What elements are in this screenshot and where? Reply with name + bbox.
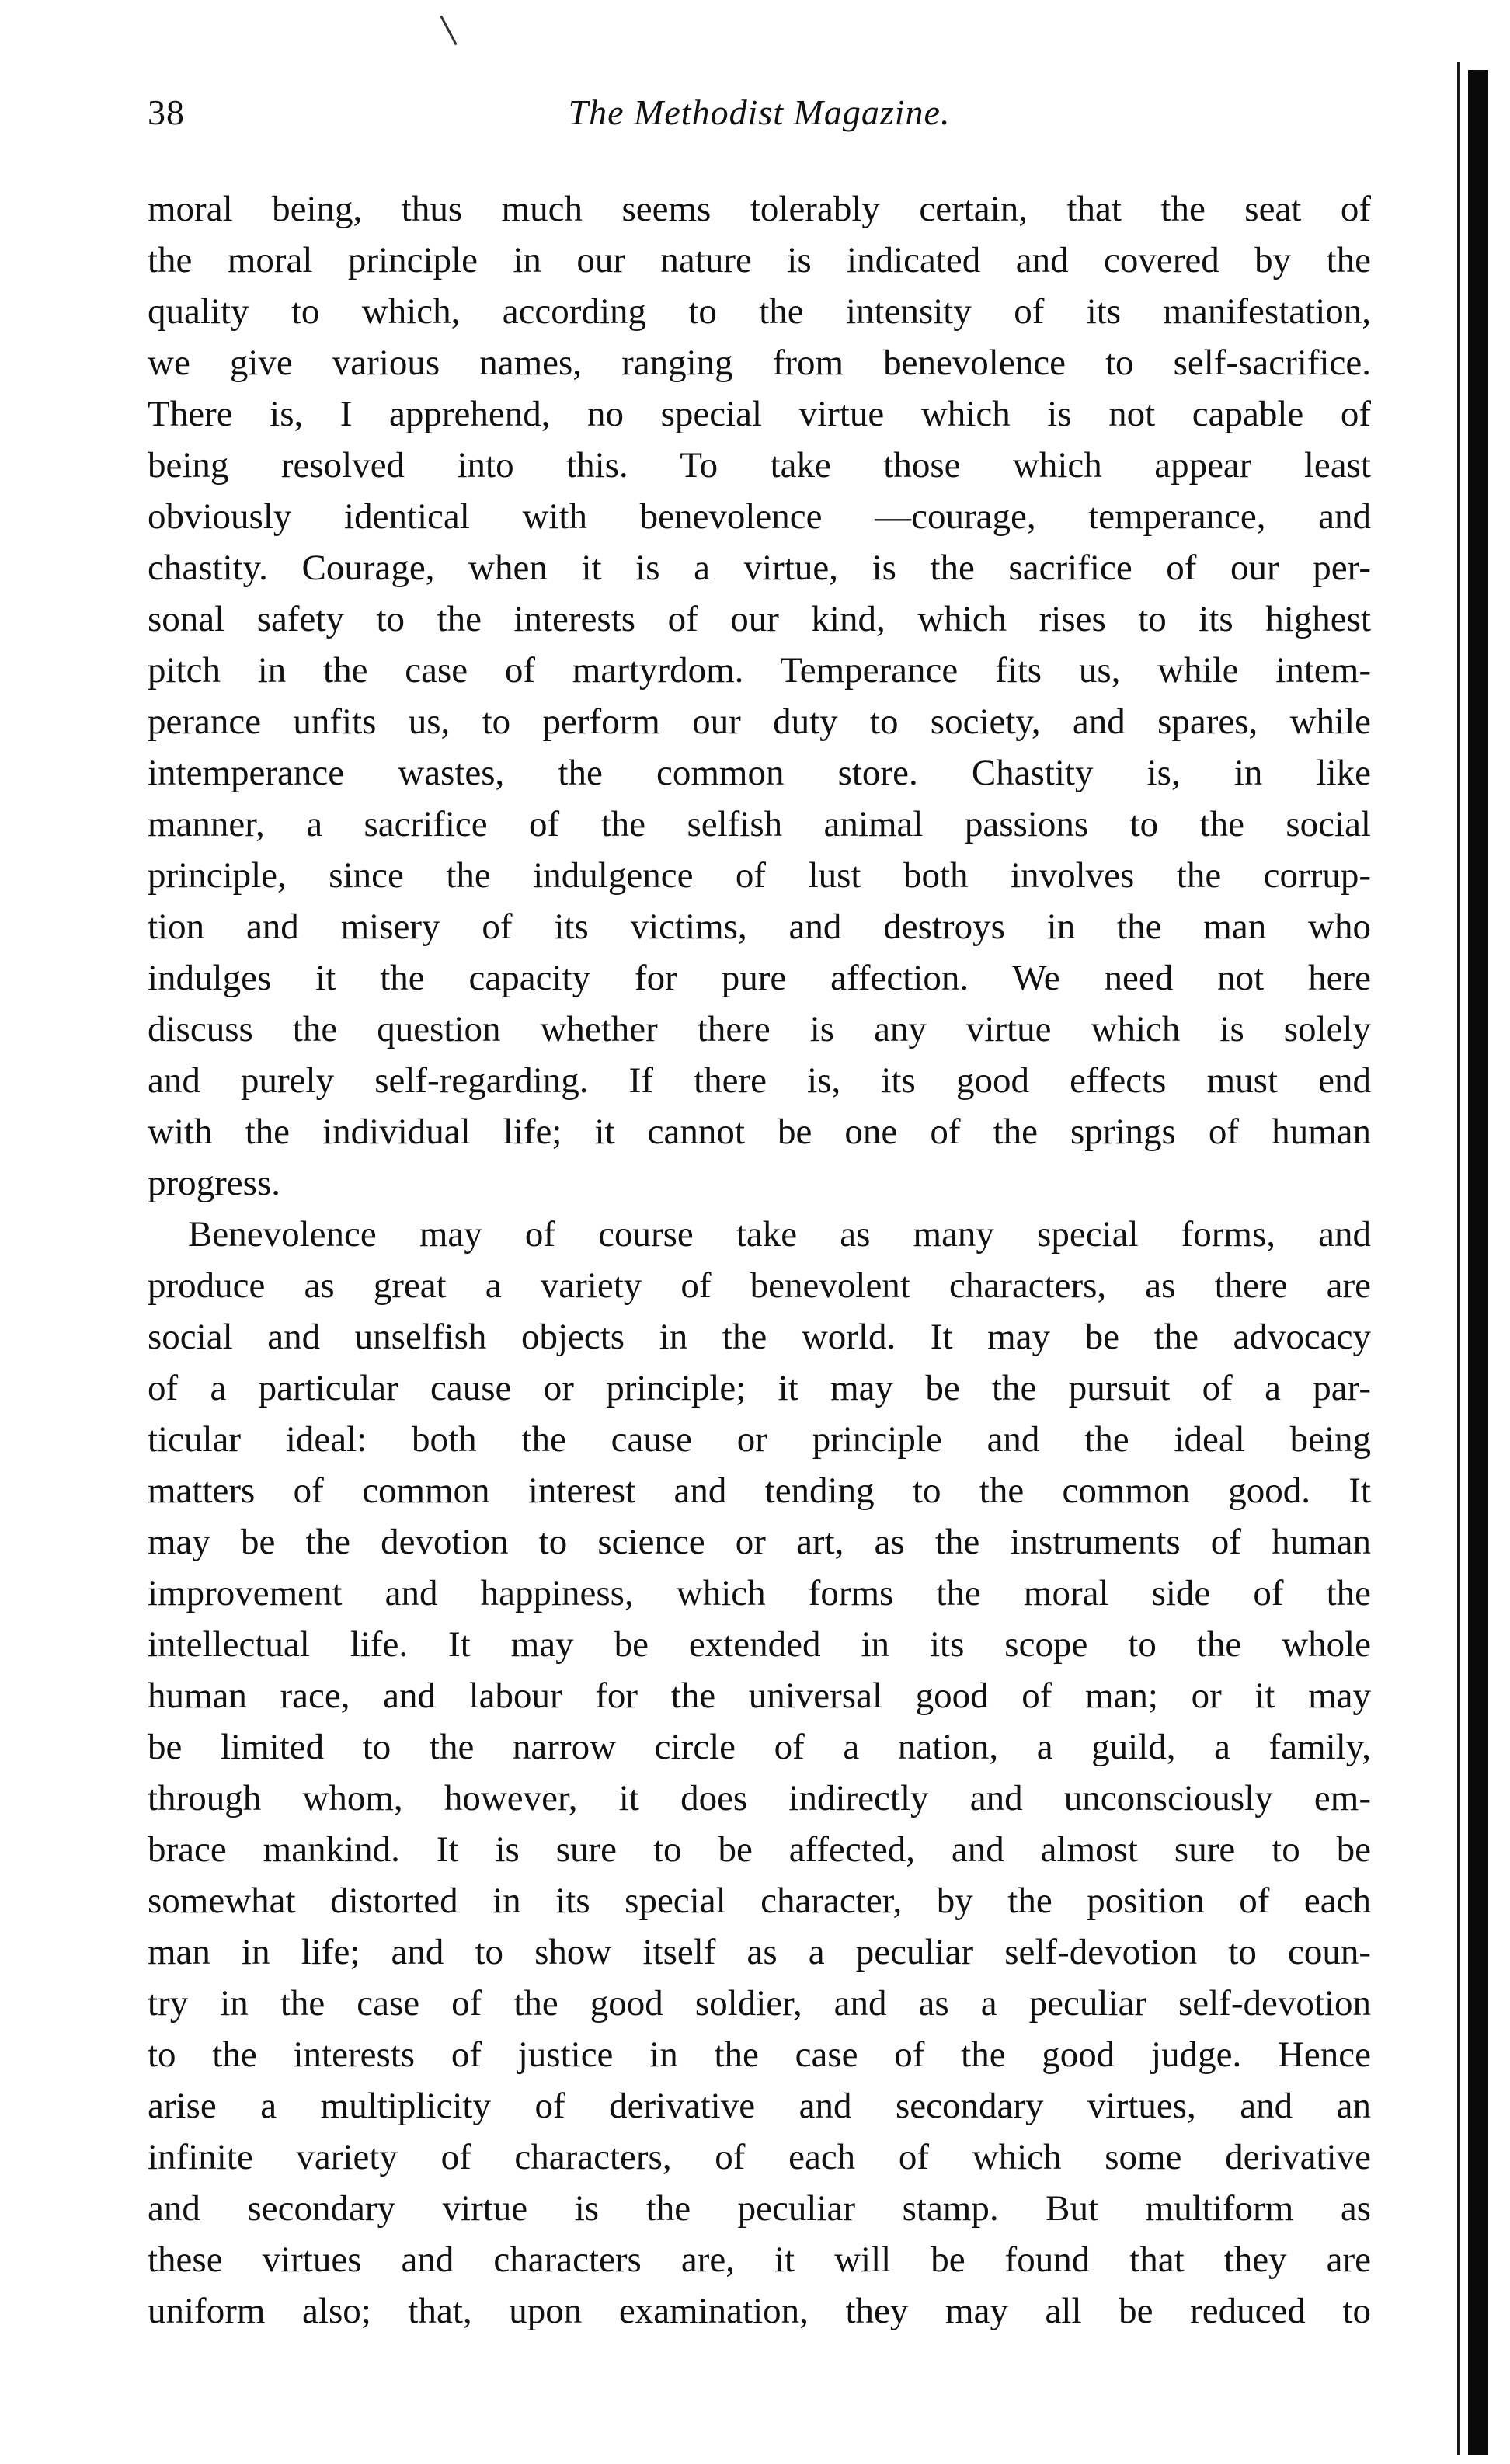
text-line: may be the devotion to science or art, as the instruments of human: [148, 1522, 1371, 1562]
text-line: produce as great a variety of benevolent characters, as there are: [148, 1265, 1371, 1306]
text-line: uniform also; that, upon examination, they may all be reduced to: [148, 2291, 1371, 2331]
text-line: tion and misery of its victims, and destroys in the man who: [148, 907, 1371, 947]
text-line: of a particular cause or principle; it may be the pursuit of a par-: [148, 1368, 1371, 1408]
text-line: social and unselfish objects in the world. It may be the advocacy: [148, 1317, 1371, 1357]
text-line: discuss the question whether there is any virtue which is solely: [148, 1009, 1371, 1049]
text-line: obviously identical with benevolence —courage, temperance, and: [148, 496, 1371, 537]
text-line: we give various names, ranging from benevolence to self-sacrifice.: [148, 343, 1371, 383]
text-line: intemperance wastes, the common store. Chastity is, in like: [148, 753, 1371, 793]
text-line: try in the case of the good soldier, and as a peculiar self-devotion: [148, 1983, 1371, 2024]
binding-edge-shadow: [1468, 70, 1488, 2455]
text-line: infinite variety of characters, of each of which some derivative: [148, 2137, 1371, 2177]
page-header: [148, 92, 1371, 138]
text-line: man in life; and to show itself as a peculiar self-devotion to coun-: [148, 1932, 1371, 1972]
paragraph-end-line: progress.: [148, 1163, 280, 1203]
text-line: ticular ideal: both the cause or principle and the ideal being: [148, 1419, 1371, 1460]
text-line: matters of common interest and tending to the common good. It: [148, 1470, 1371, 1511]
text-line: There is, I apprehend, no special virtue which is not capable of: [148, 394, 1371, 434]
text-line: arise a multiplicity of derivative and secondary virtues, and an: [148, 2086, 1371, 2126]
text-line: with the individual life; it cannot be one of the springs of human: [148, 1112, 1371, 1152]
text-line: and secondary virtue is the peculiar stamp. But multiform as: [148, 2188, 1371, 2229]
text-line: improvement and happiness, which forms the moral side of the: [148, 1573, 1371, 1613]
text-line: moral being, thus much seems tolerably certain, that the seat of: [148, 189, 1371, 229]
text-line: indulges it the capacity for pure affection. We need not here: [148, 958, 1371, 998]
page-number: 38: [148, 92, 185, 132]
text-line: somewhat distorted in its special character, by the position of each: [148, 1881, 1371, 1921]
paragraph-start-line: Benevolence may of course take as many special forms, and: [188, 1214, 1371, 1255]
binding-edge-line: [1457, 62, 1460, 2455]
text-line: quality to which, according to the intensity of its manifestation,: [148, 291, 1371, 332]
text-line: these virtues and characters are, it will be found that they are: [148, 2240, 1371, 2280]
text-line: be limited to the narrow circle of a nation, a guild, a family,: [148, 1727, 1371, 1767]
text-line: pitch in the case of martyrdom. Temperance fits us, while intem-: [148, 650, 1371, 691]
text-line: principle, since the indulgence of lust both involves the corrup-: [148, 855, 1371, 896]
text-line: brace mankind. It is sure to be affected, and almost sure to be: [148, 1829, 1371, 1870]
text-line: human race, and labour for the universal good of man; or it may: [148, 1676, 1371, 1716]
text-line: and purely self-regarding. If there is, its good effects must end: [148, 1060, 1371, 1101]
text-line: through whom, however, it does indirectly and unconsciously em-: [148, 1778, 1371, 1818]
text-line: intellectual life. It may be extended in its scope to the whole: [148, 1624, 1371, 1665]
text-line: manner, a sacrifice of the selfish animal passions to the social: [148, 804, 1371, 844]
text-line: being resolved into this. To take those which appear least: [148, 445, 1371, 485]
text-line: chastity. Courage, when it is a virtue, is the sacrifice of our per-: [148, 548, 1371, 588]
text-line: perance unfits us, to perform our duty to society, and spares, while: [148, 701, 1371, 742]
text-line: the moral principle in our nature is indicated and covered by the: [148, 240, 1371, 280]
running-title: The Methodist Magazine.: [568, 92, 951, 132]
scan-mark: [440, 16, 457, 45]
text-line: to the interests of justice in the case of the good judge. Hence: [148, 2034, 1371, 2075]
text-line: sonal safety to the interests of our kind, which rises to its highest: [148, 599, 1371, 639]
article-body: [148, 183, 1371, 2337]
